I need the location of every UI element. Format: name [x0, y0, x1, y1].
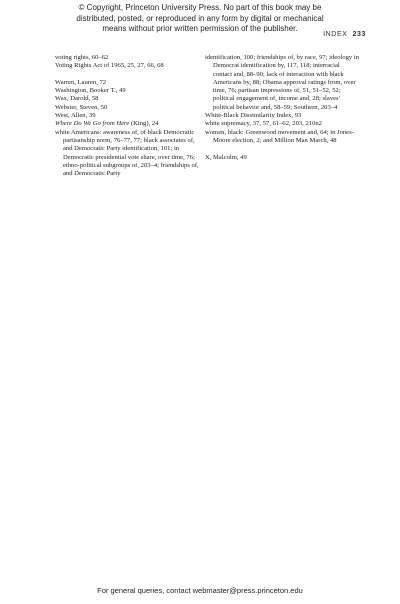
entry-locator: (King), 24: [129, 120, 159, 128]
index-entry: Washington, Booker T., 49: [55, 87, 126, 95]
index-entry: West, Allen, 39: [55, 112, 96, 120]
copyright-line: distributed, posted, or reproduced in any form by digital or mechanical: [76, 13, 324, 23]
entry-group-gap: [205, 145, 360, 153]
index-entry: White-Black Dissimilarity Index, 93: [205, 112, 302, 120]
index-entry: white Americans: awareness of, of black Democratic partisanship norm, 76–77, 77; black associates of, and Democratic Party identification, 101; in Democratic presidential vote share, over time, 76; ethno-political subgroups of, 203–4; friendships of, and Democratic Party: [55, 128, 199, 178]
copyright-line: means without prior written permission of the publisher.: [102, 24, 298, 33]
index-entry: [55, 120, 205, 128]
running-head: [323, 31, 366, 38]
copyright-notice: [0, 3, 400, 35]
page-number: 233: [352, 31, 366, 38]
copyright-line: © Copyright, Princeton University Press. No part of this book may be: [78, 3, 322, 12]
index-column-left: [55, 54, 205, 178]
index-column-right: [205, 54, 360, 162]
index-entry: white supremacy, 37, 57, 61–62, 203, 210n2: [205, 120, 322, 128]
index-entry: voting rights, 60–62: [55, 54, 109, 61]
entry-group-gap: [55, 71, 205, 79]
footer-contact: For general queries, contact webmaster@press.princeton.edu: [97, 586, 303, 595]
book-title: Where Do We Go from Here: [55, 120, 130, 128]
index-entry: Wax, Darold, 58: [55, 95, 99, 103]
index-entry: Webster, Steven, 50: [55, 103, 108, 111]
index-entry: Warren, Lauren, 72: [55, 78, 107, 86]
index-entry: X, Malcolm, 49: [205, 153, 247, 161]
index-entry: Voting Rights Act of 1965, 25, 27, 66, 68: [55, 62, 164, 70]
index-entry: women, black: Greenwood movement and, 64; in Jones-Moore election, 2; and Million Man March, 48: [205, 128, 354, 144]
running-head-title: INDEX: [323, 31, 348, 38]
index-entry: identification, 100; friendships of, by race, 97; ideology in Democrat identification by, 117, 118; interracial contact and, 88–90; lack of interaction with black Americans by, 88; Obama approval ratings from, over time, 76; partisan impressions of, 51, 51–52, 52; political engagement of, income and, 28; slaves' political behavior and, 58–59; Southern, 203–4: [205, 54, 360, 111]
